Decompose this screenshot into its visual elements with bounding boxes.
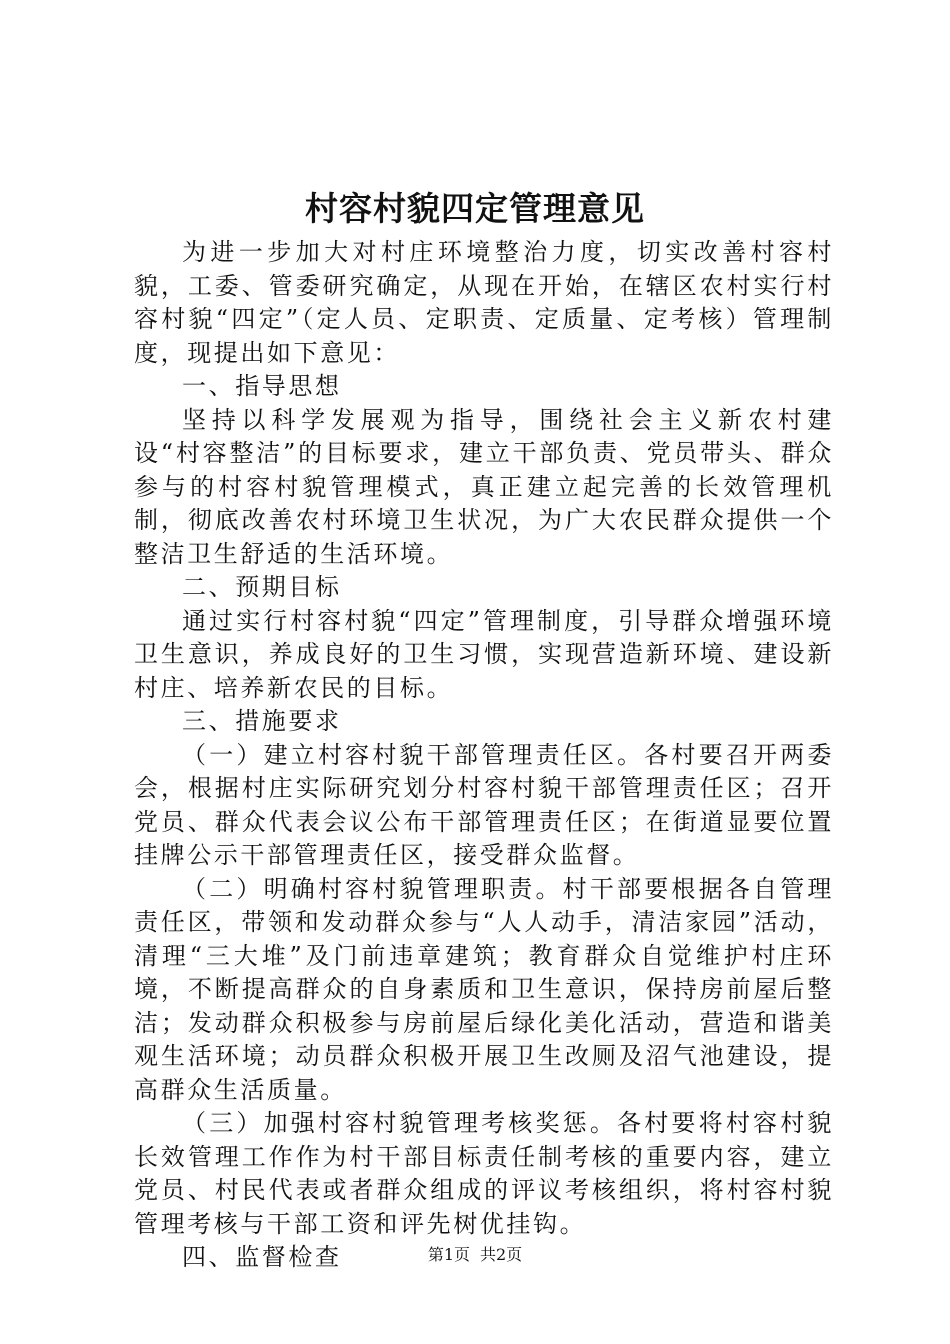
section-heading-guiding-ideology: 一、指导思想 xyxy=(182,372,342,400)
page-number-total: 共2页 xyxy=(480,1245,523,1264)
expected-goals-paragraph: 通过实行村容村貌“四定”管理制度，引导群众增强环境卫生意识，养成良好的卫生习惯，实现营造新环境、建设新村庄、培养新农民的目标。 xyxy=(134,606,834,702)
intro-paragraph: 为进一步加大对村庄环境整治力度，切实改善村容村貌，工委、管委研究确定，从现在开始，在辖区农村实行村容村貌“四定”（定人员、定职责、定质量、定考核）管理制度，现提出如下意见： xyxy=(134,238,834,367)
measure-1-paragraph: （一）建立村容村貌干部管理责任区。各村要召开两委会，根据村庄实际研究划分村容村貌干部管理责任区；召开党员、群众代表会议公布干部管理责任区；在街道显要位置挂牌公示干部管理责任区，接受群众监督。 xyxy=(134,740,834,869)
measure-2-paragraph: （二）明确村容村貌管理职责。村干部要根据各自管理责任区，带领和发动群众参与“人人动手，清洁家园”活动，清理“三大堆”及门前违章建筑；教育群众自觉维护村庄环境，不断提高群众的自身素质和卫生意识，保持房前屋后整洁；发动群众积极参与房前屋后绿化美化活动，营造和谐美观生活环境；动员群众积极开展卫生改厕及沼气池建设，提高群众生活质量。 xyxy=(134,874,834,1104)
document-body xyxy=(134,236,834,1275)
page-number-current: 第1页 xyxy=(427,1245,470,1264)
section-heading-supervision: 四、监督检查 xyxy=(182,1243,342,1271)
section-heading-expected-goals: 二、预期目标 xyxy=(182,573,342,601)
page-footer xyxy=(0,1243,950,1267)
section-heading-measures: 三、措施要求 xyxy=(182,707,342,735)
guiding-ideology-paragraph: 坚持以科学发展观为指导，围绕社会主义新农村建设“村容整洁”的目标要求，建立干部负责、党员带头、群众参与的村容村貌管理模式，真正建立起完善的长效管理机制，彻底改善农村环境卫生状况，为广大农民群众提供一个整洁卫生舒适的生活环境。 xyxy=(134,405,834,568)
measure-3-paragraph: （三）加强村容村貌管理考核奖惩。各村要将村容村貌长效管理工作作为村干部目标责任制考核的重要内容，建立党员、村民代表或者群众组成的评议考核组织，将村容村貌管理考核与干部工资和评先树优挂钩。 xyxy=(134,1109,834,1238)
document-title: 村容村貌四定管理意见 xyxy=(305,189,645,228)
